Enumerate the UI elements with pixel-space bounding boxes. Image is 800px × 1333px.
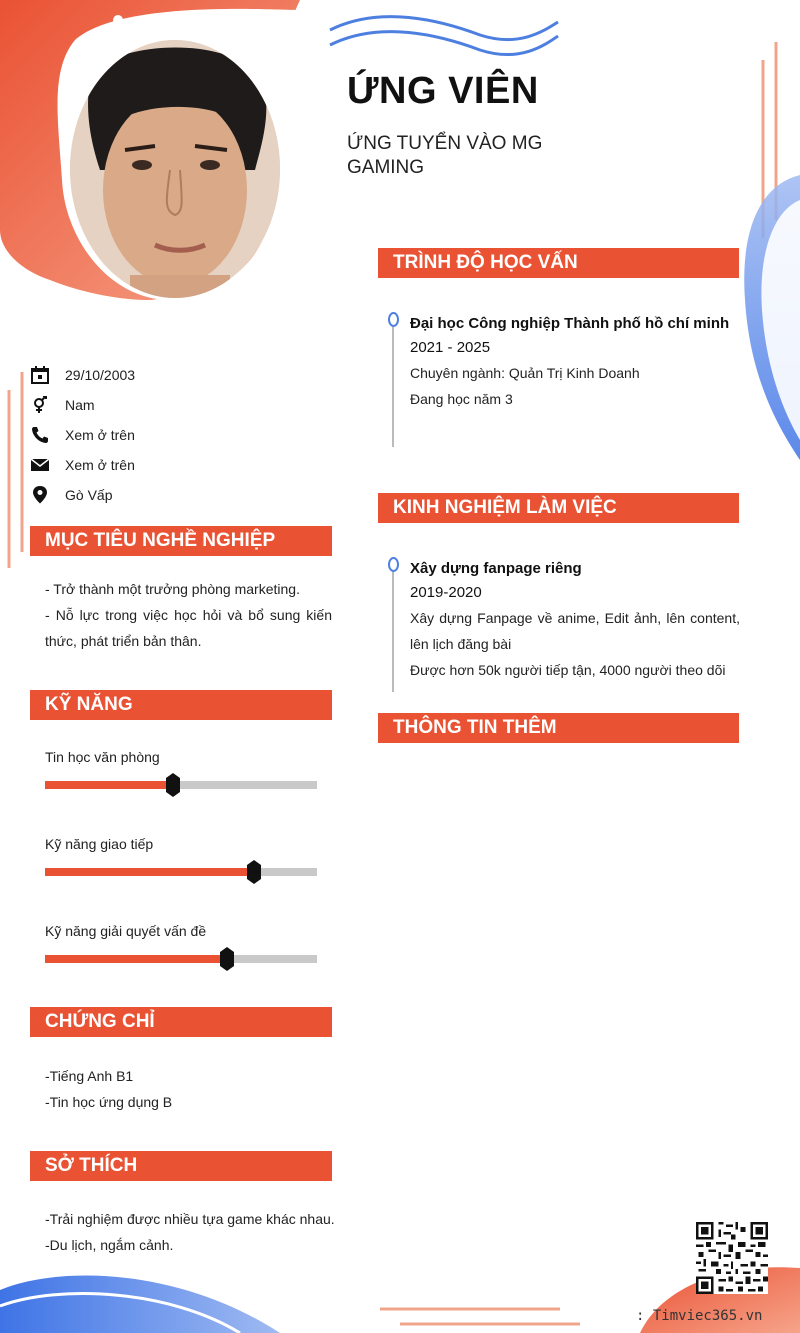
email-icon [30, 455, 50, 475]
education-heading: TRÌNH ĐỘ HỌC VẤN [378, 248, 739, 278]
skill-bar-fill [45, 868, 254, 876]
certificates-heading: CHỨNG CHỈ [30, 1007, 332, 1037]
location-icon [30, 485, 50, 505]
timeline-line [392, 567, 394, 692]
additional-heading: THÔNG TIN THÊM [378, 713, 739, 743]
contact-phone-value: Xem ở trên [65, 427, 135, 443]
contact-birthdate-value: 29/10/2003 [65, 367, 136, 383]
certificates-list [45, 1063, 332, 1115]
candidate-position: ỨNG TUYỂN VÀO MG GAMING [347, 133, 543, 178]
qr-code [696, 1222, 768, 1294]
education-detail: Chuyên ngành: Quản Trị Kinh Doanh [410, 365, 640, 381]
skill-slider-handle [166, 773, 180, 797]
objective-line: - Nỗ lực trong việc học hỏi và bổ sung kiến thức, phát triển bản thân. [45, 607, 332, 649]
skill-bar [45, 781, 317, 789]
contact-address-value: Gò Vấp [65, 487, 113, 503]
calendar-icon [30, 365, 50, 385]
certificate-item: -Tiếng Anh B1 [45, 1068, 134, 1084]
objective-heading: MỤC TIÊU NGHỀ NGHIỆP [30, 526, 332, 556]
contact-gender [30, 390, 330, 420]
certificate-item: -Tin học ứng dụng B [45, 1094, 173, 1110]
skill-label: Tin học văn phòng [45, 749, 160, 765]
education-time: 2021 - 2025 [410, 339, 491, 356]
contact-gender-value: Nam [65, 397, 95, 413]
skill-label: Kỹ năng giải quyết vấn đề [45, 923, 207, 939]
experience-title: Xây dựng fanpage riêng [410, 560, 582, 577]
contact-address [30, 480, 330, 510]
education-entry [392, 312, 740, 412]
timeline-line [392, 322, 394, 447]
experience-detail: Xây dựng Fanpage về anime, Edit ảnh, lên content, lên lịch đăng bài [410, 610, 740, 652]
candidate-name: ỨNG VIÊN [347, 70, 539, 112]
hobby-item: -Trải nghiệm được nhiều tựa game khác nhau. [45, 1211, 335, 1227]
hobby-item: -Du lịch, ngắm cảnh. [45, 1237, 174, 1253]
contact-birthdate [30, 360, 330, 390]
skill-bar [45, 868, 317, 876]
phone-icon [30, 425, 50, 445]
avatar-portrait [70, 40, 280, 298]
contact-email-value: Xem ở trên [65, 457, 135, 473]
skills-heading: KỸ NĂNG [30, 690, 332, 720]
skill-bar [45, 955, 317, 963]
skill-slider-handle [247, 860, 261, 884]
skill-label: Kỹ năng giao tiếp [45, 836, 154, 852]
contact-phone [30, 420, 330, 450]
timeline-dot [388, 312, 399, 327]
education-detail: Đang học năm 3 [410, 391, 513, 407]
experience-entry [392, 557, 740, 683]
experience-heading: KINH NGHIỆM LÀM VIỆC [378, 493, 739, 523]
objective-text [45, 576, 332, 654]
contact-email [30, 450, 330, 480]
hobbies-heading: SỞ THÍCH [30, 1151, 332, 1181]
timeline-dot [388, 557, 399, 572]
experience-detail: Được hơn 50k người tiếp tận, 4000 người theo dõi [410, 662, 726, 678]
watermark: : Timviec365.vn [636, 1308, 763, 1324]
objective-line: - Trở thành một trưởng phòng marketing. [45, 581, 300, 597]
contact-info [30, 360, 330, 510]
avatar [70, 40, 280, 298]
hobbies-list [45, 1206, 345, 1258]
gender-icon [30, 395, 50, 415]
experience-time: 2019-2020 [410, 584, 482, 601]
skill-slider-handle [220, 947, 234, 971]
skill-bar-fill [45, 955, 227, 963]
education-school: Đại học Công nghiệp Thành phố hồ chí minh [410, 315, 730, 332]
skill-bar-fill [45, 781, 173, 789]
